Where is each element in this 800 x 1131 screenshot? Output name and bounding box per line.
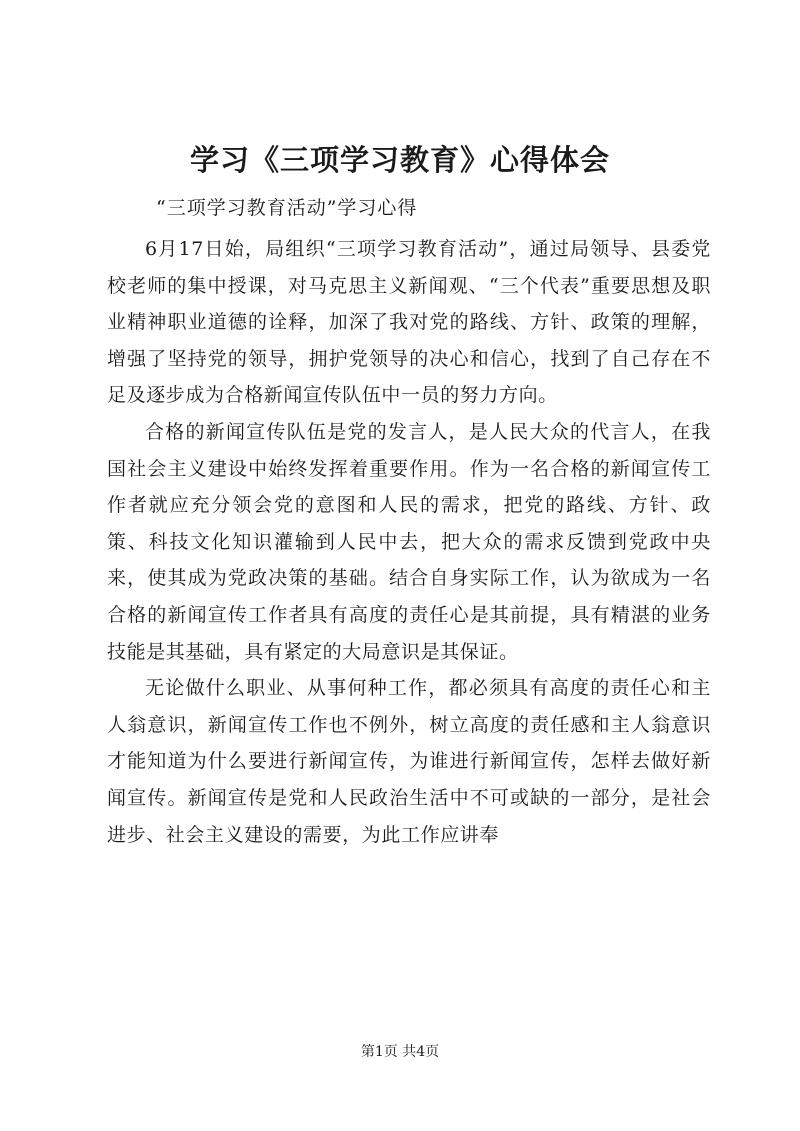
document-body	[107, 231, 711, 853]
paragraph-2: 合格的新闻宣传队伍是党的发言人，是人民大众的代言人，在我国社会主义建设中始终发挥着重要作用。作为一名合格的新闻宣传工作者就应充分领会党的意图和人民的需求，把党的路线、方针、政策、科技文化知识灌输到人民中去，把大众的需求反馈到党政中央来，使其成为党政决策的基础。结合自身实际工作，认为欲成为一名合格的新闻宣传工作者具有高度的责任心是其前提，具有精湛的业务技能是其基础，具有紧定的大局意识是其保证。	[107, 420, 711, 663]
document-title: 学习《三项学习教育》心得体会	[189, 143, 610, 177]
document-subtitle: “三项学习教育活动”学习心得	[156, 197, 418, 219]
paragraph-3: 无论做什么职业、从事何种工作，都必须具有高度的责任心和主人翁意识，新闻宣传工作也不例外，树立高度的责任感和主人翁意识才能知道为什么要进行新闻宣传，为谁进行新闻宣传，怎样去做好新闻宣传。新闻宣传是党和人民政治生活中不可或缺的一部分，是社会进步、社会主义建设的需要，为此工作应讲奉	[107, 677, 711, 846]
paragraph-1: 6月17日始，局组织“三项学习教育活动”，通过局领导、县委党校老师的集中授课，对马克思主义新闻观、“三个代表”重要思想及职业精神职业道德的诠释，加深了我对党的路线、方针、政策的理解，增强了坚持党的领导，拥护党领导的决心和信心，找到了自己存在不足及逐步成为合格新闻宣传队伍中一员的努力方向。	[107, 238, 711, 407]
page-footer: 第1页 共4页	[360, 1044, 440, 1060]
